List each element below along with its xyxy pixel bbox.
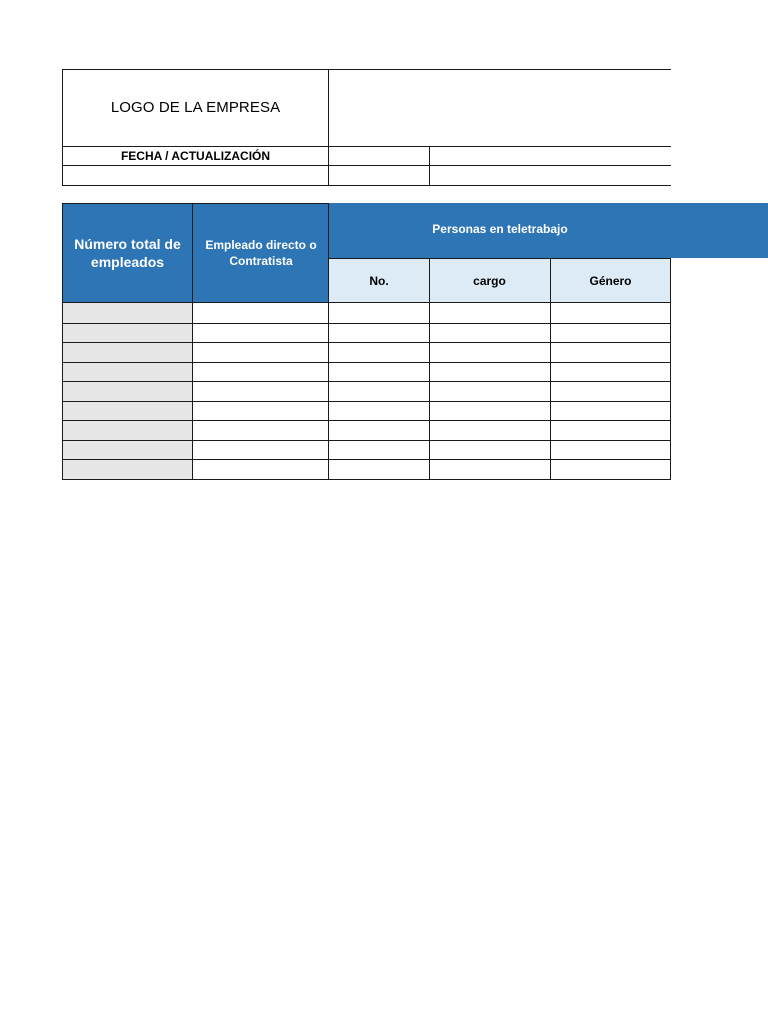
table-cell-position[interactable] [429,362,550,382]
table-cell-employee-type[interactable] [193,381,329,401]
grid-line [62,203,329,204]
grid-line [429,146,430,186]
table-cell-number[interactable] [329,323,429,343]
column-header-total-employees [62,203,193,303]
table-cell-employee-type[interactable] [193,303,329,323]
table-cell-number[interactable] [329,459,429,479]
grid-line [62,165,671,166]
grid-line [62,69,671,70]
grid-line [62,146,671,147]
column-header-employee-type-label: Empleado directo o Contratista [205,238,317,268]
column-header-number-label: No. [369,273,389,288]
table-cell-position[interactable] [429,440,550,460]
grid-line [62,185,671,186]
table-cell-employee-type[interactable] [193,420,329,440]
update-value-cell[interactable] [429,146,671,166]
table-cell-total-employees[interactable] [62,323,193,343]
table-cell-total-employees[interactable] [62,420,193,440]
telework-table [62,203,768,479]
table-cell-gender[interactable] [550,303,671,323]
header-extra-cell[interactable] [429,166,671,186]
table-cell-number[interactable] [329,440,429,460]
table-cell-total-employees[interactable] [62,303,193,323]
table-cell-number[interactable] [329,362,429,382]
table-cell-total-employees[interactable] [62,401,193,421]
grid-line [62,479,671,480]
table-cell-employee-type[interactable] [193,459,329,479]
table-cell-employee-type[interactable] [193,323,329,343]
table-cell-gender[interactable] [550,323,671,343]
company-logo-placeholder [62,69,329,146]
table-cell-gender[interactable] [550,459,671,479]
table-cell-number[interactable] [329,401,429,421]
table-cell-employee-type[interactable] [193,401,329,421]
header-extra-cell[interactable] [329,166,429,186]
logo-label: LOGO DE LA EMPRESA [110,99,281,116]
table-cell-total-employees[interactable] [62,362,193,382]
document-header [62,69,671,186]
date-value-cell[interactable] [329,146,429,166]
grid-line [62,69,63,186]
table-cell-position[interactable] [429,420,550,440]
date-label: FECHA / ACTUALIZACIÓN [120,149,271,163]
column-header-number [329,258,429,303]
table-cell-number[interactable] [329,342,429,362]
table-cell-position[interactable] [429,303,550,323]
grid-line [328,69,329,186]
column-header-employee-type [193,203,329,303]
table-cell-position[interactable] [429,401,550,421]
column-header-total-employees-label: Número total de empleados [74,236,181,270]
table-cell-total-employees[interactable] [62,459,193,479]
table-cell-gender[interactable] [550,342,671,362]
column-header-telework-group [329,203,671,255]
table-cell-gender[interactable] [550,420,671,440]
table-cell-total-employees[interactable] [62,440,193,460]
grid-line [329,258,671,259]
column-header-position-label: cargo [473,273,506,288]
table-cell-position[interactable] [429,381,550,401]
table-cell-number[interactable] [329,303,429,323]
table-cell-total-employees[interactable] [62,381,193,401]
table-cell-gender[interactable] [550,362,671,382]
column-header-telework-group-label: Personas en teletrabajo [432,222,568,236]
table-cell-total-employees[interactable] [62,342,193,362]
table-cell-position[interactable] [429,323,550,343]
table-cell-position[interactable] [429,342,550,362]
header-extra-cell[interactable] [62,166,329,186]
column-header-position [429,258,550,303]
date-label-cell [62,146,329,166]
document-title-cell[interactable] [329,69,671,146]
table-cell-number[interactable] [329,381,429,401]
table-cell-employee-type[interactable] [193,342,329,362]
table-cell-position[interactable] [429,459,550,479]
table-cell-gender[interactable] [550,401,671,421]
table-cell-gender[interactable] [550,440,671,460]
table-cell-employee-type[interactable] [193,362,329,382]
table-cell-employee-type[interactable] [193,440,329,460]
column-header-gender-label: Género [589,273,632,288]
table-cell-number[interactable] [329,420,429,440]
column-header-gender [550,258,671,303]
table-cell-gender[interactable] [550,381,671,401]
